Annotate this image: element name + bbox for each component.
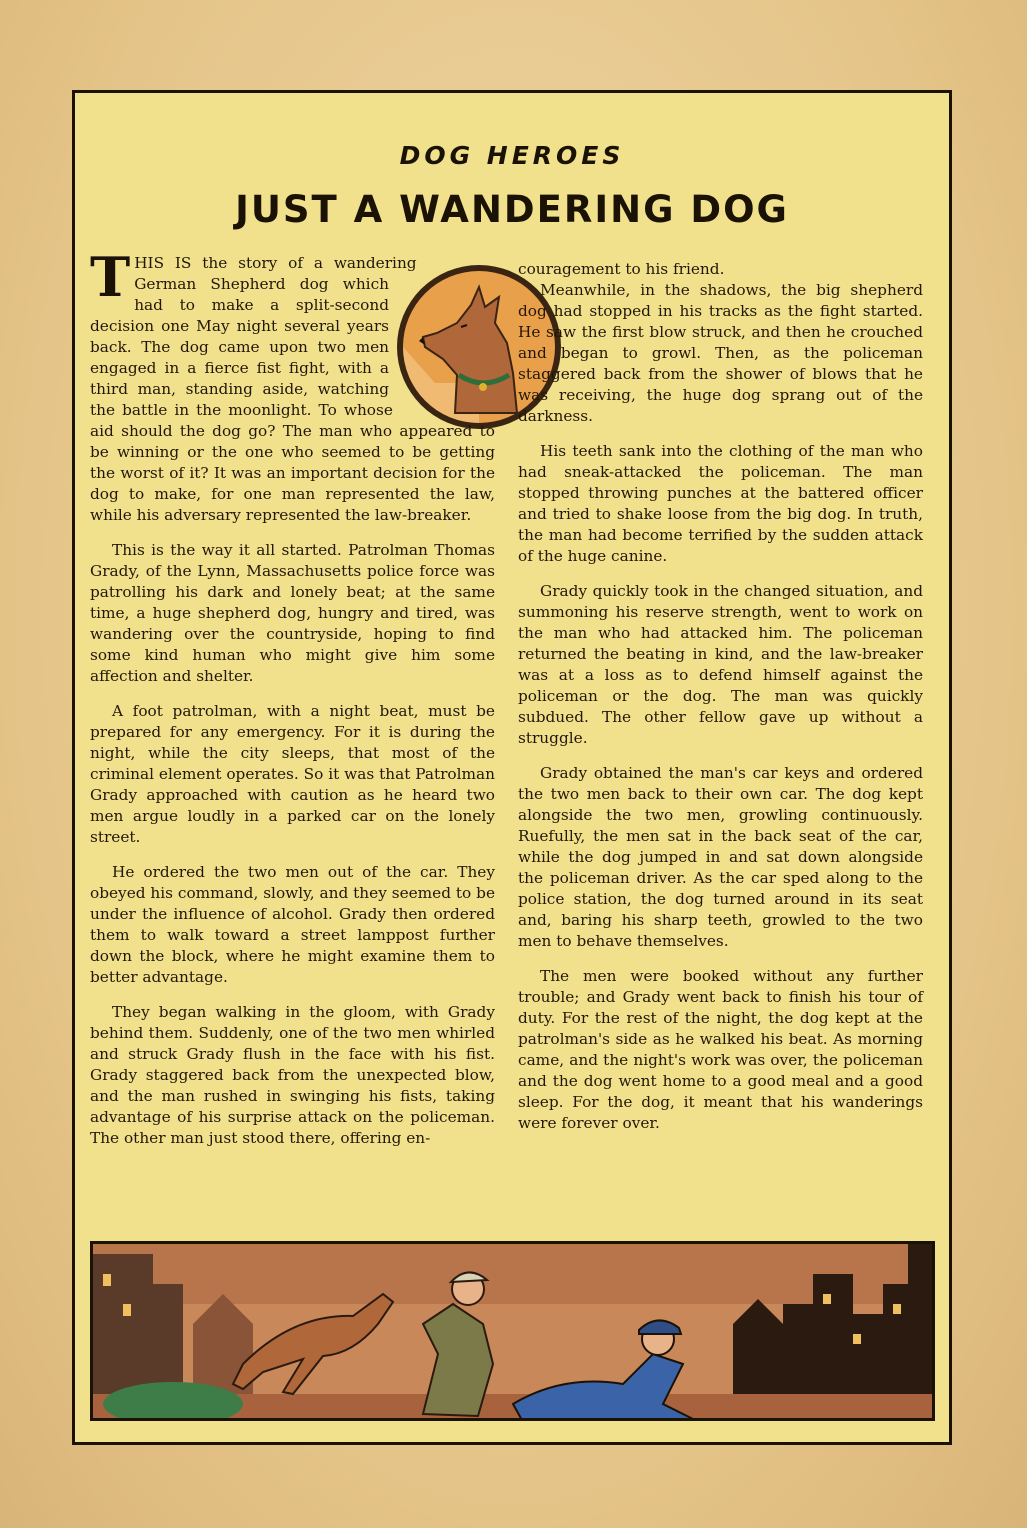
left-column (90, 245, 495, 1163)
drop-cap: T (90, 245, 131, 309)
paragraph-5: They began walking in the gloom, with Grady behind them. Suddenly, one of the two men whirled and struck Grady flush in the face with his fist. Grady staggered back from the unexpected blow, and the man rushed in swinging his fists, taking advantage of his surprise attack on the policeman. The other man just stood there, offering en- (90, 1003, 495, 1147)
paragraph-text: HIS IS the story of a wandering German Shepherd dog which had to make a split-second decision one May night several years back. The dog came upon two men engaged in a fierce fist fight, with a third man, standing aside, watching the battle in the moonlight. To whose aid should the dog go? The man who appeared to be winning or the one who seemed to be getting the worst of it? It was an important decision for the dog to make, for one man represented the law, while his adversary represented the law-breaker. (90, 254, 495, 524)
paragraph-3: A foot patrolman, with a night beat, must be prepared for any emergency. For it is during the night, while the city sleeps, that most of the criminal element operates. So it was that Patrolman Grady approached with caution as he heard two men argue loudly in a parked car on the lonely street. (90, 702, 495, 846)
paragraph-4: He ordered the two men out of the car. They obeyed his command, slowly, and they seemed to be under the influence of alcohol. Grady then ordered them to walk toward a street lamppost further down the block, where he might examine them to better advantage. (90, 863, 495, 986)
paragraph-11: The men were booked without any further trouble; and Grady went back to finish his tour of duty. For the rest of the night, the dog kept at the patrolman's side as he walked his beat. As morning came, and the night's work was over, the policeman and the dog went home to a good meal and a good sleep. For the dog, it meant that his wanderings were forever over. (518, 967, 923, 1132)
paragraph-7: Meanwhile, in the shadows, the big shepherd dog had stopped in his tracks as the fight started. He saw the first blow struck, and then he crouched and began to growl. Then, as the policeman staggered back from the shower of blows that he was receiving, the huge dog sprang out of the darkness. (518, 281, 923, 425)
paragraph-2: This is the way it all started. Patrolman Thomas Grady, of the Lynn, Massachusetts police force was patrolling his dark and lonely beat; at the same time, a huge shepherd dog, hungry and tired, was wandering over the countryside, hoping to find some kind human who might give him some affection and shelter. (90, 541, 495, 685)
fight-scene-illustration (93, 1244, 935, 1421)
right-column (518, 259, 923, 1148)
story-frame (72, 90, 952, 1445)
section-kicker: DOG HEROES (399, 141, 625, 170)
paragraph-6: couragement to his friend. (518, 260, 725, 278)
story-title: JUST A WANDERING DOG (235, 188, 789, 231)
paragraph-9: Grady quickly took in the changed situation, and summoning his reserve strength, went to work on the man who had attacked him. The policeman returned the beating in kind, and the law-breaker was at a loss as to defend himself against the policeman or the dog. The man was quickly subdued. The other fellow gave up without a struggle. (518, 582, 923, 747)
paragraph-8: His teeth sank into the clothing of the man who had sneak-attacked the policeman. The man stopped throwing punches at the battered officer and tried to shake loose from the big dog. In truth, the man had become terrified by the sudden attack of the huge canine. (518, 442, 923, 565)
illustration-panel (90, 1241, 935, 1421)
paragraph-10: Grady obtained the man's car keys and ordered the two men back to their own car. The dog kept alongside the two men, growling continuously. Ruefully, the men sat in the back seat of the car, while the dog jumped in and sat down alongside the policeman driver. As the car sped along to the police station, the dog turned around in its seat and, baring his sharp teeth, growled to the two men to behave themselves. (518, 764, 923, 950)
paragraph-1 (90, 245, 495, 526)
